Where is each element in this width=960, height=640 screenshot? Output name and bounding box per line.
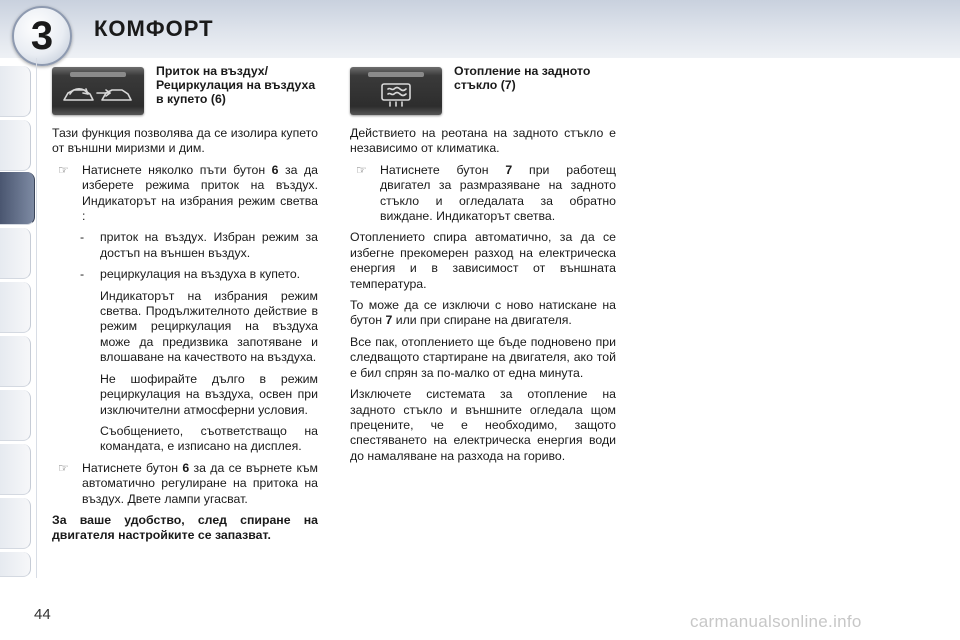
rear-defrost-section-title: Отопление на задното стъкло (7) (454, 64, 591, 92)
left-column (52, 64, 318, 550)
recirculation-intro: Тази функция позволява да се изолира купето от външни миризми и дим. (52, 126, 318, 156)
pointing-finger-icon: ☞ (356, 162, 367, 177)
recirculation-indent-1: Индикаторът на избрания режим светва. Продължителното действие в режим рециркулация на въздуха може да предизвика запотяване и влошаване на качеството на въздуха. (100, 288, 318, 365)
rear-defrost-section-head (350, 64, 616, 118)
rear-defrost-intro: Действието на реотана на задното стъкло е независимо от климатика. (350, 126, 616, 156)
chapter-tab-4[interactable] (0, 228, 31, 279)
button-key-6: 6 (271, 162, 279, 177)
rear-defrost-button-image (350, 67, 442, 115)
rear-defrost-para-3: Все пак, отоплението ще бъде подновено при следващото стартиране на двигателя, ако той е бил спрян за по-малко от една минута. (350, 334, 616, 380)
chapter-title: КОМФОРТ (94, 16, 214, 41)
car-recirculation-icon (60, 81, 136, 107)
rear-defrost-para-2: То може да се изключи с ново натискане на бутон 7 или при спиране на двигателя. (350, 298, 616, 328)
recirculation-dash-1: - приток на въздух. Избран режим за достъп на външен въздух. (80, 230, 318, 260)
right-column (350, 64, 616, 470)
chapter-tab-7[interactable] (0, 390, 31, 441)
watermark: carmanualsonline.info (690, 612, 862, 631)
pointing-finger-icon: ☞ (58, 162, 69, 177)
rear-defrost-para-1: Отоплението спира автоматично, за да се избегне прекомерен разход на електрическа енергия и в зависимост от външната температура. (350, 230, 616, 291)
recirculation-note: За ваше удобство, след спиране на двигателя настройките се запазват. (52, 512, 318, 543)
page-number: 44 (34, 606, 51, 623)
recirculation-section-title: Приток на въздух/ Рециркулация на въздуха в купето (6) (156, 64, 316, 106)
chapter-tab-9[interactable] (0, 498, 31, 549)
rail-divider (36, 58, 37, 578)
recirculation-button-image (52, 67, 144, 115)
button-key-7: 7 (385, 313, 393, 328)
recirculation-bullet-1: ☞ Натиснете няколко пъти бутон 6 за да изберете режима приток на въздух. Индикаторът на избрания режим светва : (58, 162, 319, 224)
chapter-tab-8[interactable] (0, 444, 31, 495)
indicator-led (368, 72, 424, 77)
chapter-number-badge (12, 6, 72, 66)
indicator-led (70, 72, 126, 77)
recirculation-dash-2: - рециркулация на въздуха в купето. (80, 267, 301, 282)
chapter-tab-1[interactable] (0, 66, 31, 117)
chapter-tab-2[interactable] (0, 120, 31, 171)
button-key-6: 6 (182, 460, 190, 475)
chapter-number: 3 (30, 13, 54, 58)
rear-window-defrost-icon (358, 81, 434, 107)
recirculation-section-head (52, 64, 318, 118)
rear-defrost-para-4: Изключете системата за отопление на задното стъкло и външните огледала щом прецените, че е необходимо, защото спестяването на електрическа енергия води до намаляване на разхода на гориво. (350, 387, 616, 463)
recirculation-bullet-2: ☞ Натиснете бутон 6 за да се върнете към автоматично регулиране на притока на въздух. Двете лампи угасват. (58, 460, 318, 506)
chapter-tab-6[interactable] (0, 336, 31, 387)
chapter-tab-10[interactable] (0, 552, 31, 577)
recirculation-indent-2: Не шофирайте дълго в режим рециркулация на въздуха, освен при изключителни атмосферни условия. (100, 371, 318, 417)
chapter-tab-3-active[interactable] (0, 172, 35, 225)
pointing-finger-icon: ☞ (58, 460, 69, 475)
button-key-7: 7 (505, 162, 513, 177)
rear-defrost-bullet-1: ☞ Натиснете бутон 7 при работещ двигател за размразяване на задното стъкло и огледалата за обратно виждане. Индикаторът светва. (356, 162, 616, 224)
chapter-tab-rail (0, 58, 36, 578)
chapter-tab-5[interactable] (0, 282, 31, 333)
recirculation-indent-3: Съобщението, съответстващо на командата, е изписано на дисплея. (100, 423, 318, 454)
